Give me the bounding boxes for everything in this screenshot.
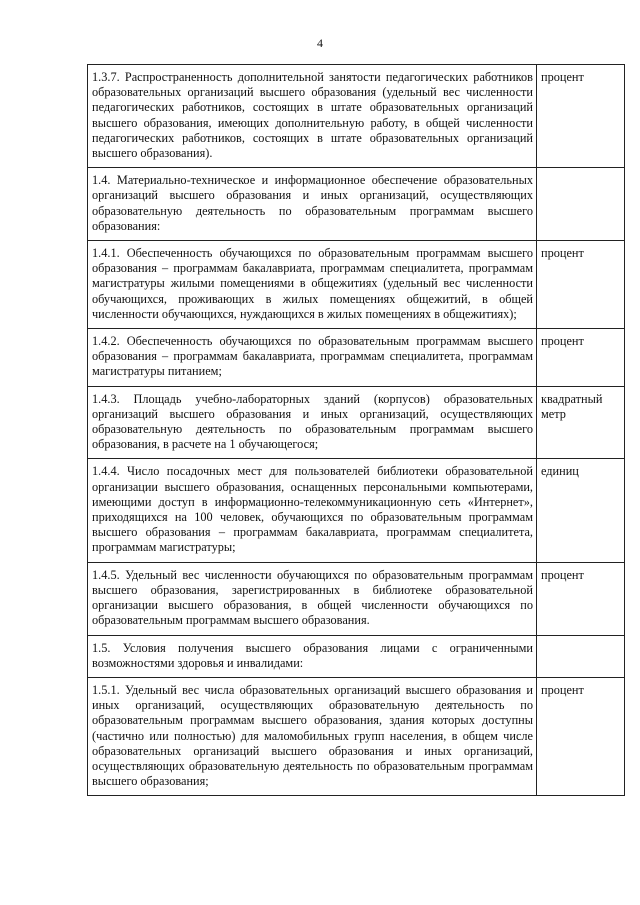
indicator-unit: процент <box>537 562 625 635</box>
indicator-unit: процент <box>537 329 625 387</box>
indicator-description: 1.4.4. Число посадочных мест для пользователей библиотеки образовательной организации высшего образования, оснащенных персональными компьютерами, имеющими доступ в информационно-телекоммуникационную сеть «Интернет», приходящихся на 100 человек, обучающихся по образовательным программам высшего образования – программам бакалавриата, программам специалитета, программам магистратуры; <box>88 459 537 562</box>
indicator-unit <box>537 168 625 241</box>
indicator-description: 1.4.3. Площадь учебно-лабораторных зданий (корпусов) образовательных организаций высшего образования и иных организаций, осуществляющих образовательную деятельность по образовательным программам высшего образования, в расчете на 1 обучающегося; <box>88 386 537 459</box>
indicator-unit: квадратный метр <box>537 386 625 459</box>
table-row <box>88 386 625 459</box>
indicator-description: 1.4. Материально-техническое и информационное обеспечение образовательных организаций высшего образования и иных организаций, осуществляющих образовательную деятельность по образовательным программам высшего образования: <box>88 168 537 241</box>
indicator-unit: процент <box>537 677 625 795</box>
indicators-table <box>87 64 625 796</box>
table-row <box>88 241 625 329</box>
indicator-description: 1.4.5. Удельный вес численности обучающихся по образовательным программам высшего образования, зарегистрированных в библиотеке образовательной организации высшего образования, в общей численности обучающихся по образовательным программам высшего образования. <box>88 562 537 635</box>
indicator-description: 1.4.2. Обеспеченность обучающихся по образовательным программам высшего образования – программам бакалавриата, программам специалитета, программам магистратуры питанием; <box>88 329 537 387</box>
indicator-unit <box>537 635 625 677</box>
indicator-description: 1.4.1. Обеспеченность обучающихся по образовательным программам высшего образования – программам бакалавриата, программам специалитета, программам магистратуры жилыми помещениями в общежитиях (удельный вес численности обучающихся, проживающих в жилых помещениях общежитий, в общей численности обучающихся, нуждающихся в жилых помещениях в общежитиях); <box>88 241 537 329</box>
indicator-description: 1.5. Условия получения высшего образования лицами с ограниченными возможностями здоровья и инвалидами: <box>88 635 537 677</box>
table-row <box>88 329 625 387</box>
indicator-unit: процент <box>537 65 625 168</box>
indicator-description: 1.3.7. Распространенность дополнительной занятости педагогических работников образовательных организаций высшего образования (удельный вес численности педагогических работников, состоящих в штате образовательных организаций высшего образования, имеющих дополнительную работу, в общей численности педагогических работников, состоящих в штате образовательных организаций высшего образования). <box>88 65 537 168</box>
table-row <box>88 65 625 168</box>
table-row <box>88 635 625 677</box>
table-row <box>88 459 625 562</box>
page-number: 4 <box>317 36 323 50</box>
table-row <box>88 677 625 795</box>
indicator-unit: единиц <box>537 459 625 562</box>
indicator-description: 1.5.1. Удельный вес числа образовательных организаций высшего образования и иных организаций, осуществляющих образовательную деятельность по образовательным программам высшего образования, здания которых доступны (частично или полностью) для маломобильных групп населения, в общем числе образовательных организаций высшего образования и иных организаций, осуществляющих образовательную деятельность по образовательным программам высшего образования; <box>88 677 537 795</box>
table-row <box>88 562 625 635</box>
indicator-unit: процент <box>537 241 625 329</box>
table-row <box>88 168 625 241</box>
